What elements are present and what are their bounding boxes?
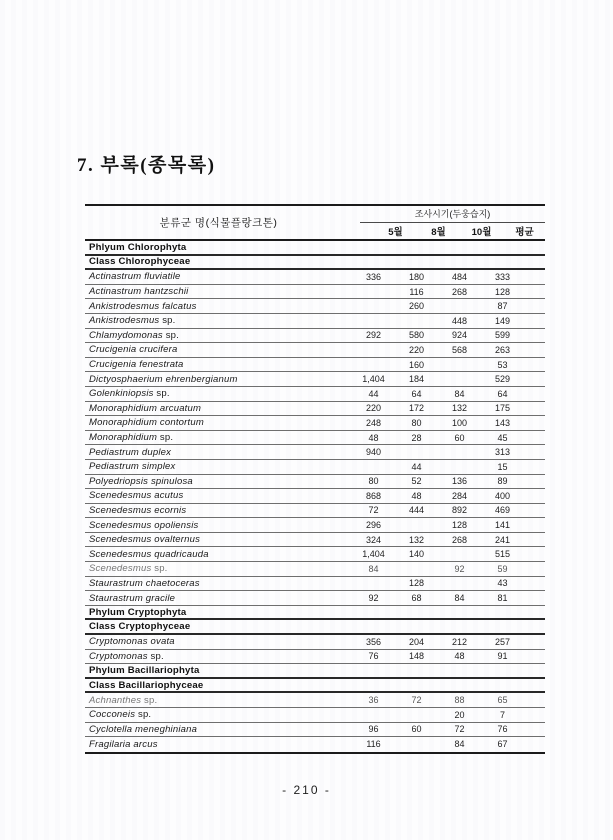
taxon-name: Actinastrum fluviatile (89, 271, 181, 283)
taxon-name: Staurastrum gracile (89, 592, 176, 604)
value-cell: 175 (494, 403, 511, 414)
species-row (85, 504, 545, 519)
taxon-name: Cryptomonas ovata (89, 636, 175, 648)
value-cell: 160 (408, 359, 425, 370)
species-row (85, 650, 545, 665)
taxon-name: Phlyum Chlorophyta (89, 241, 187, 253)
taxon-name: Cyclotella meneghiniana (89, 723, 198, 735)
value-cell: 149 (494, 315, 511, 326)
taxon-name: Ankistrodesmus sp. (89, 315, 176, 327)
value-cell: 92 (368, 593, 379, 604)
value-cell: 36 (368, 695, 379, 706)
species-row (85, 387, 545, 402)
species-row (85, 518, 545, 533)
value-cell: 292 (365, 330, 382, 341)
taxon-name: Class Cryptophyceae (89, 621, 191, 633)
value-cell: 313 (494, 447, 511, 458)
value-cell: 65 (497, 695, 508, 706)
species-row (85, 314, 545, 329)
value-cell: 257 (494, 636, 511, 647)
taxon-name: Phylum Bacillariophyta (89, 665, 200, 677)
value-cell: 84 (454, 388, 465, 399)
value-cell: 296 (365, 520, 382, 531)
value-cell: 92 (454, 563, 465, 574)
value-cell: 68 (411, 593, 422, 604)
value-cell: 128 (408, 578, 425, 589)
col-header-oct: 10월 (471, 227, 492, 238)
species-row (85, 591, 545, 606)
table-body (85, 241, 545, 754)
value-cell: 1,404 (362, 374, 385, 385)
taxon-name: Polyedriopsis spinulosa (89, 475, 193, 487)
species-row (85, 460, 545, 475)
value-cell: 43 (497, 578, 508, 589)
taxon-name: Crucigenia fenestrata (89, 359, 184, 371)
col-header-aug: 8월 (431, 227, 446, 238)
taxon-name: Class Chlorophyceae (89, 256, 191, 268)
value-cell: 444 (408, 505, 425, 516)
species-row (85, 431, 545, 446)
species-row (85, 489, 545, 504)
value-cell: 44 (368, 388, 379, 399)
col-header-avg: 평균 (515, 227, 534, 238)
value-cell: 80 (368, 476, 379, 487)
value-cell: 184 (408, 374, 425, 385)
value-cell: 868 (365, 490, 382, 501)
species-table (85, 204, 545, 754)
month-column-headers (352, 223, 545, 239)
value-cell: 140 (408, 549, 425, 560)
value-cell: 892 (451, 505, 468, 516)
taxon-name: Phylum Cryptophyta (89, 606, 187, 618)
value-cell: 141 (494, 520, 511, 531)
value-cell: 60 (454, 432, 465, 443)
value-cell: 448 (451, 315, 468, 326)
species-row (85, 562, 545, 577)
taxon-name: Monoraphidium arcuatum (89, 402, 202, 414)
species-row (85, 577, 545, 592)
taxon-name: Scenedesmus ovalternus (89, 534, 201, 546)
taxon-name: Cocconeis sp. (89, 709, 152, 721)
value-cell: 72 (368, 505, 379, 516)
section-row (85, 620, 545, 635)
value-cell: 263 (494, 344, 511, 355)
species-row (85, 723, 545, 738)
species-row (85, 402, 545, 417)
taxon-name: Scenedesmus ecornis (89, 504, 187, 516)
taxon-name-column-header: 분류군 명(식물플랑크톤) (159, 217, 278, 229)
value-cell: 72 (454, 724, 465, 735)
species-row (85, 533, 545, 548)
species-row (85, 475, 545, 490)
value-cell: 48 (368, 432, 379, 443)
value-cell: 67 (497, 739, 508, 750)
value-cell: 64 (497, 388, 508, 399)
species-row (85, 708, 545, 723)
taxon-name: Golenkiniopsis sp. (89, 388, 170, 400)
value-cell: 72 (411, 695, 422, 706)
value-cell: 212 (451, 636, 468, 647)
taxon-name: Achnanthes sp. (89, 694, 158, 706)
value-cell: 28 (411, 432, 422, 443)
value-cell: 45 (497, 432, 508, 443)
taxon-name: Actinastrum hantzschii (89, 286, 189, 298)
taxon-name: Scenedesmus quadricauda (89, 548, 209, 560)
species-row (85, 445, 545, 460)
section-row (85, 679, 545, 694)
taxon-name: Crucigenia crucifera (89, 344, 178, 356)
species-row (85, 737, 545, 752)
value-cell: 88 (454, 695, 465, 706)
value-cell: 268 (451, 534, 468, 545)
species-row (85, 547, 545, 562)
value-cell: 260 (408, 301, 425, 312)
value-cell: 84 (368, 563, 379, 574)
taxon-name: Staurastrum chaetoceras (89, 577, 200, 589)
value-cell: 580 (408, 330, 425, 341)
species-row (85, 329, 545, 344)
value-cell: 7 (499, 709, 505, 720)
value-cell: 87 (497, 301, 508, 312)
value-cell: 529 (494, 374, 511, 385)
page-number: - 210 - (282, 783, 331, 797)
value-cell: 76 (497, 724, 508, 735)
taxon-name: Class Bacillariophyceae (89, 679, 204, 691)
value-cell: 284 (451, 490, 468, 501)
value-cell: 515 (494, 549, 511, 560)
value-cell: 136 (451, 476, 468, 487)
species-row (85, 270, 545, 285)
value-cell: 96 (368, 724, 379, 735)
section-row (85, 241, 545, 256)
col-header-may: 5월 (388, 227, 403, 238)
value-cell: 52 (411, 476, 422, 487)
value-cell: 84 (454, 739, 465, 750)
taxon-name: Monoraphidium contortum (89, 417, 204, 429)
page-title: 7. 부록(종목록) (77, 155, 216, 176)
value-cell: 100 (451, 417, 468, 428)
value-cell: 44 (411, 461, 422, 472)
value-cell: 76 (368, 651, 379, 662)
taxon-name: Scenedesmus opoliensis (89, 519, 199, 531)
value-cell: 172 (408, 403, 425, 414)
taxon-name: Cryptomonas sp. (89, 650, 164, 662)
taxon-name: Pediastrum simplex (89, 461, 176, 473)
value-cell: 116 (409, 286, 424, 297)
value-cell: 81 (497, 593, 508, 604)
value-cell: 91 (497, 651, 508, 662)
taxon-name: Fragilaria arcus (89, 738, 158, 750)
value-cell: 568 (451, 344, 468, 355)
value-cell: 924 (451, 330, 468, 341)
survey-period-header-group (352, 206, 545, 239)
value-cell: 180 (408, 271, 425, 282)
value-cell: 241 (494, 534, 511, 545)
value-cell: 469 (494, 505, 511, 516)
value-cell: 116 (366, 739, 381, 750)
value-cell: 20 (454, 709, 465, 720)
value-cell: 128 (494, 286, 511, 297)
value-cell: 220 (365, 403, 382, 414)
species-row (85, 416, 545, 431)
value-cell: 204 (408, 636, 425, 647)
value-cell: 53 (497, 359, 508, 370)
taxon-name: Scenedesmus acutus (89, 490, 184, 502)
value-cell: 84 (454, 593, 465, 604)
value-cell: 336 (365, 271, 382, 282)
value-cell: 132 (451, 403, 468, 414)
section-row (85, 664, 545, 679)
value-cell: 268 (451, 286, 468, 297)
taxon-name: Pediastrum duplex (89, 446, 172, 458)
species-row (85, 285, 545, 300)
taxon-name: Scenedesmus sp. (89, 563, 168, 575)
section-row (85, 256, 545, 271)
species-row (85, 343, 545, 358)
value-cell: 48 (411, 490, 422, 501)
value-cell: 220 (408, 344, 425, 355)
species-row (85, 299, 545, 314)
taxon-name: Ankistrodesmus falcatus (89, 300, 197, 312)
value-cell: 48 (454, 651, 465, 662)
value-cell: 484 (451, 271, 468, 282)
value-cell: 248 (365, 417, 382, 428)
species-row (85, 358, 545, 373)
taxon-name: Chlamydomonas sp. (89, 329, 180, 341)
survey-period-spanning-header: 조사시기(두웅습지) (360, 206, 545, 223)
value-cell: 132 (408, 534, 425, 545)
value-cell: 356 (365, 636, 382, 647)
taxon-name: Monoraphidium sp. (89, 432, 174, 444)
value-cell: 333 (494, 271, 511, 282)
species-row (85, 635, 545, 650)
value-cell: 400 (494, 490, 511, 501)
value-cell: 15 (497, 461, 508, 472)
value-cell: 128 (451, 520, 468, 531)
species-row (85, 372, 545, 387)
value-cell: 148 (408, 651, 425, 662)
value-cell: 1,404 (362, 549, 385, 560)
value-cell: 59 (497, 563, 508, 574)
species-row (85, 693, 545, 708)
table-header (85, 204, 545, 241)
value-cell: 143 (494, 417, 511, 428)
value-cell: 60 (411, 724, 422, 735)
value-cell: 599 (494, 330, 511, 341)
value-cell: 80 (411, 417, 422, 428)
taxon-name: Dictyosphaerium ehrenbergianum (89, 373, 238, 385)
section-row (85, 606, 545, 621)
value-cell: 940 (365, 447, 382, 458)
value-cell: 64 (411, 388, 422, 399)
value-cell: 324 (365, 534, 382, 545)
value-cell: 89 (497, 476, 508, 487)
